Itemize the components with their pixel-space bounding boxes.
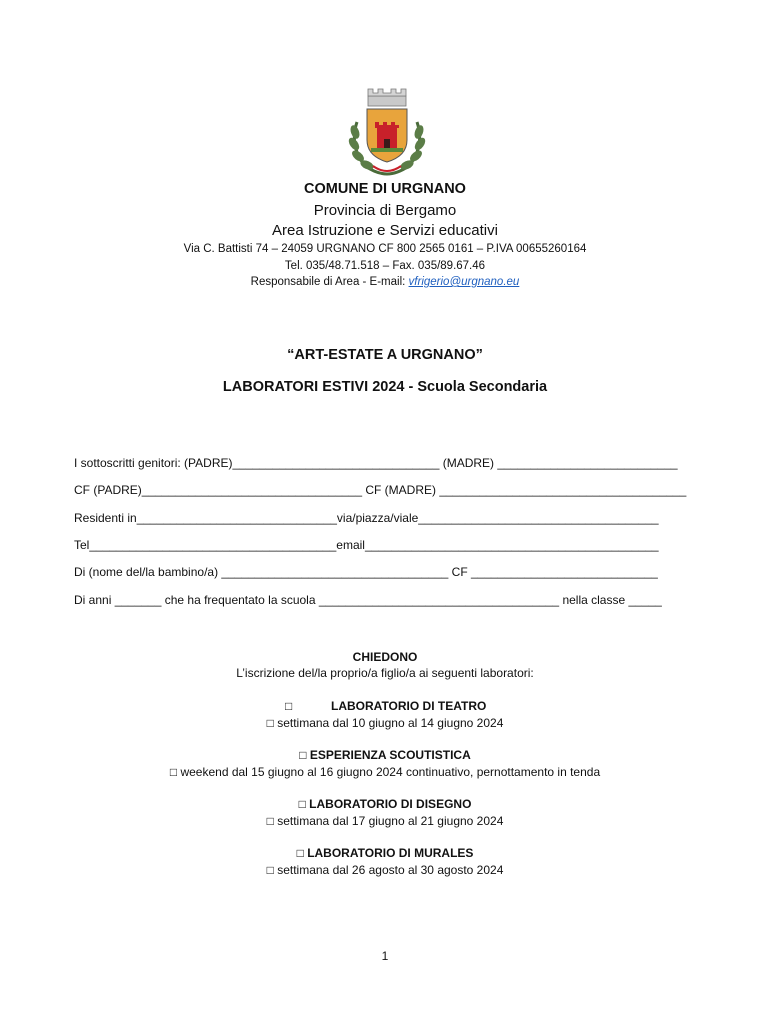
form-line-codice-fiscale[interactable]: CF (PADRE)_________________________________ CF (MADRE) _____________________________________ <box>74 483 687 497</box>
email-link[interactable]: vfrigerio@urgnano.eu <box>408 276 520 288</box>
request-text: L’iscrizione del/la proprio/a figlio/a ai seguenti laboratori: <box>236 666 534 680</box>
form-line-contatti[interactable]: Tel_____________________________________email____________________________________________ <box>74 538 659 552</box>
lab-scout-label: ESPERIENZA SCOUTISTICA <box>309 748 471 762</box>
form-line-residenza[interactable]: Residenti in______________________________via/piazza/viale____________________________________ <box>74 511 659 525</box>
form-line-eta-scuola[interactable]: Di anni _______ che ha frequentato la scuola ____________________________________ nella classe _____ <box>74 593 662 607</box>
form-line-genitori[interactable]: I sottoscritti genitori: (PADRE)_______________________________ (MADRE) ___________________________ <box>74 456 678 470</box>
lab-scout-detail[interactable]: □ weekend dal 15 giugno al 16 giugno 2024 continuativo, pernottamento in tenda <box>169 765 601 779</box>
responsabile-label: Responsabile di Area - E-mail: <box>250 276 409 288</box>
page-number: 1 <box>381 949 389 963</box>
area-name: Area Istruzione e Servizi educativi <box>272 222 498 239</box>
responsabile-line <box>0 276 770 288</box>
phone-line: Tel. 035/48.71.518 – Fax. 035/89.67.46 <box>284 260 486 272</box>
lab-scout-title <box>0 748 770 762</box>
address-line: Via C. Battisti 74 – 24059 URGNANO CF 800 2565 0161 – P.IVA 00655260164 <box>183 243 587 255</box>
form-line-bambino[interactable]: Di (nome del/la bambino/a) __________________________________ CF ____________________________ <box>74 565 658 579</box>
lab-murales-detail[interactable]: □ settimana dal 26 agosto al 30 agosto 2024 <box>266 863 504 877</box>
lab-disegno-checkbox[interactable]: □ <box>298 797 306 811</box>
lab-disegno-title <box>0 797 770 811</box>
lab-murales-label: LABORATORIO DI MURALES <box>307 846 474 860</box>
lab-teatro-detail[interactable]: □ settimana dal 10 giugno al 14 giugno 2024 <box>266 716 504 730</box>
document-subtitle: LABORATORI ESTIVI 2024 - Scuola Secondaria <box>222 379 548 395</box>
lab-scout-checkbox[interactable]: □ <box>299 748 307 762</box>
document-title: “ART-ESTATE A URGNANO” <box>287 347 483 363</box>
municipal-crest-icon <box>343 84 431 178</box>
provincia-name: Provincia di Bergamo <box>313 202 457 219</box>
lab-murales-checkbox[interactable]: □ <box>296 846 304 860</box>
lab-teatro-title: LABORATORIO DI TEATRO <box>331 699 487 713</box>
chiedono-heading: CHIEDONO <box>352 650 418 664</box>
lab-disegno-label: LABORATORIO DI DISEGNO <box>309 797 472 811</box>
lab-teatro-checkbox[interactable]: □ <box>285 699 293 713</box>
lab-disegno-detail[interactable]: □ settimana dal 17 giugno al 21 giugno 2024 <box>266 814 504 828</box>
comune-name: COMUNE DI URGNANO <box>304 181 466 197</box>
lab-murales-title <box>0 846 770 860</box>
